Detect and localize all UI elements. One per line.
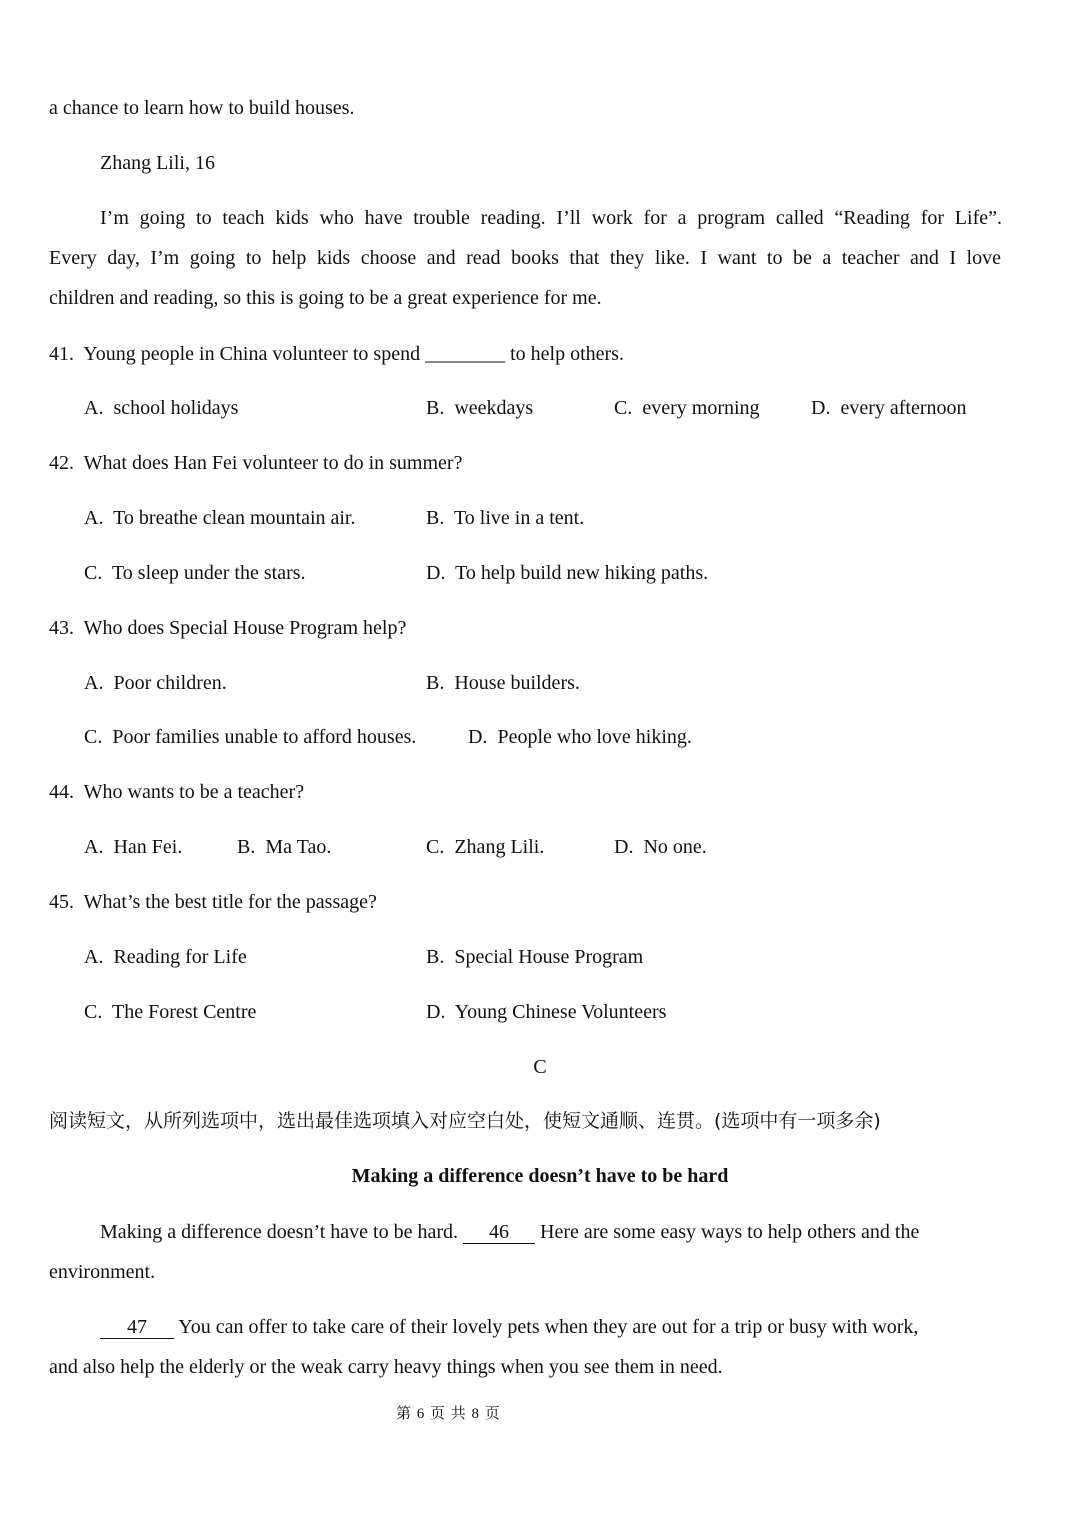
option-text: To breathe clean mountain air. <box>113 507 356 529</box>
option-d[interactable] <box>426 998 666 1026</box>
option-a[interactable] <box>84 669 227 697</box>
option-letter: D. <box>426 562 446 584</box>
passage-paragraph-line: and also help the elderly or the weak carry heavy things when you see them in need. <box>49 1356 723 1378</box>
option-text: To sleep under the stars. <box>111 562 306 584</box>
option-text: Zhang Lili. <box>454 836 545 858</box>
option-letter: C. <box>426 836 445 858</box>
option-text: To live in a tent. <box>453 507 585 529</box>
passage-line: Every day, I’m going to help kids choose and read books that they like. I want to be a teacher and I love <box>49 247 1001 269</box>
question-number: 43. <box>49 617 74 639</box>
option-text: Poor children. <box>113 672 227 694</box>
paragraph-text: Here are some easy ways to help others and the <box>540 1221 920 1243</box>
passage-line: a chance to learn how to build houses. <box>49 97 355 119</box>
option-text: Young Chinese Volunteers <box>454 1001 667 1023</box>
option-letter: D. <box>426 1001 446 1023</box>
option-c[interactable] <box>84 559 306 587</box>
option-letter: D. <box>811 397 831 419</box>
passage-line: children and reading, so this is going to be a great experience for me. <box>49 287 602 309</box>
passage-paragraph-line <box>100 1313 918 1341</box>
option-letter: C. <box>84 1001 103 1023</box>
option-a[interactable] <box>84 504 356 532</box>
option-c[interactable] <box>426 833 544 861</box>
option-b[interactable] <box>426 669 580 697</box>
passage-title: Making a difference doesn’t have to be hard <box>351 1165 729 1187</box>
question-45 <box>49 888 377 916</box>
section-instruction: 阅读短文，从所列选项中，选出最佳选项填入对应空白处，使短文通顺、连贯。(选项中有一项多余) <box>49 1110 881 1132</box>
option-c[interactable] <box>84 998 256 1026</box>
option-letter: B. <box>426 672 445 694</box>
question-number: 42. <box>49 452 74 474</box>
option-b[interactable] <box>426 504 584 532</box>
answer-blank-46[interactable]: 46 <box>463 1221 535 1244</box>
option-b[interactable] <box>426 394 533 422</box>
option-letter: C. <box>84 562 103 584</box>
option-letter: B. <box>426 946 445 968</box>
option-letter: A. <box>84 397 104 419</box>
option-d[interactable] <box>811 394 967 422</box>
option-letter: B. <box>426 507 445 529</box>
option-text: Han Fei. <box>113 836 183 858</box>
option-letter: C. <box>84 726 103 748</box>
option-text: Poor families unable to afford houses. <box>112 726 417 748</box>
option-letter: A. <box>84 946 104 968</box>
question-44 <box>49 778 304 806</box>
option-text: every afternoon <box>840 397 967 419</box>
passage-paragraph-line: environment. <box>49 1261 156 1283</box>
question-number: 45. <box>49 891 74 913</box>
option-b[interactable] <box>426 943 643 971</box>
paragraph-text: Making a difference doesn’t have to be hard. <box>100 1221 459 1243</box>
option-letter: D. <box>614 836 634 858</box>
question-stem: Young people in China volunteer to spend <box>83 343 421 365</box>
passage-paragraph-line <box>100 1218 919 1246</box>
option-text: school holidays <box>113 397 239 419</box>
option-letter: A. <box>84 836 104 858</box>
option-text: The Forest Centre <box>111 1001 257 1023</box>
question-stem: What’s the best title for the passage? <box>83 891 377 913</box>
answer-blank: ________ <box>425 343 506 365</box>
option-text: People who love hiking. <box>497 726 692 748</box>
option-text: Special House Program <box>454 946 644 968</box>
option-text: Reading for Life <box>113 946 247 968</box>
question-number: 41. <box>49 343 74 365</box>
option-text: To help build new hiking paths. <box>455 562 709 584</box>
option-a[interactable] <box>84 943 247 971</box>
option-c[interactable] <box>614 394 760 422</box>
option-d[interactable] <box>614 833 707 861</box>
option-letter: B. <box>237 836 256 858</box>
option-text: weekdays <box>454 397 534 419</box>
passage-author-name: Zhang Lili, 16 <box>100 152 215 174</box>
question-42 <box>49 449 462 477</box>
option-text: House builders. <box>454 672 580 694</box>
question-41 <box>49 340 624 368</box>
page-footer: 第 6 页 共 8 页 <box>396 1406 501 1422</box>
option-text: every morning <box>642 397 760 419</box>
option-a[interactable] <box>84 394 238 422</box>
option-letter: C. <box>614 397 633 419</box>
option-c[interactable] <box>84 723 416 751</box>
question-stem: to help others. <box>510 343 624 365</box>
option-text: No one. <box>643 836 707 858</box>
option-d[interactable] <box>468 723 692 751</box>
option-text: Ma Tao. <box>265 836 332 858</box>
paragraph-text: You can offer to take care of their lovely pets when they are out for a trip or busy with work, <box>178 1316 919 1338</box>
answer-blank-47[interactable]: 47 <box>100 1316 174 1339</box>
question-number: 44. <box>49 781 74 803</box>
option-b[interactable] <box>237 833 331 861</box>
option-letter: B. <box>426 397 445 419</box>
question-43 <box>49 614 406 642</box>
passage-line: I’m going to teach kids who have trouble reading. I’ll work for a program called “Reading for Life”. <box>100 207 1002 229</box>
question-stem: Who does Special House Program help? <box>83 617 407 639</box>
section-label: C <box>533 1056 547 1078</box>
option-letter: D. <box>468 726 488 748</box>
option-letter: A. <box>84 672 104 694</box>
option-d[interactable] <box>426 559 708 587</box>
question-stem: What does Han Fei volunteer to do in summer? <box>83 452 463 474</box>
option-letter: A. <box>84 507 104 529</box>
option-a[interactable] <box>84 833 182 861</box>
question-stem: Who wants to be a teacher? <box>83 781 305 803</box>
